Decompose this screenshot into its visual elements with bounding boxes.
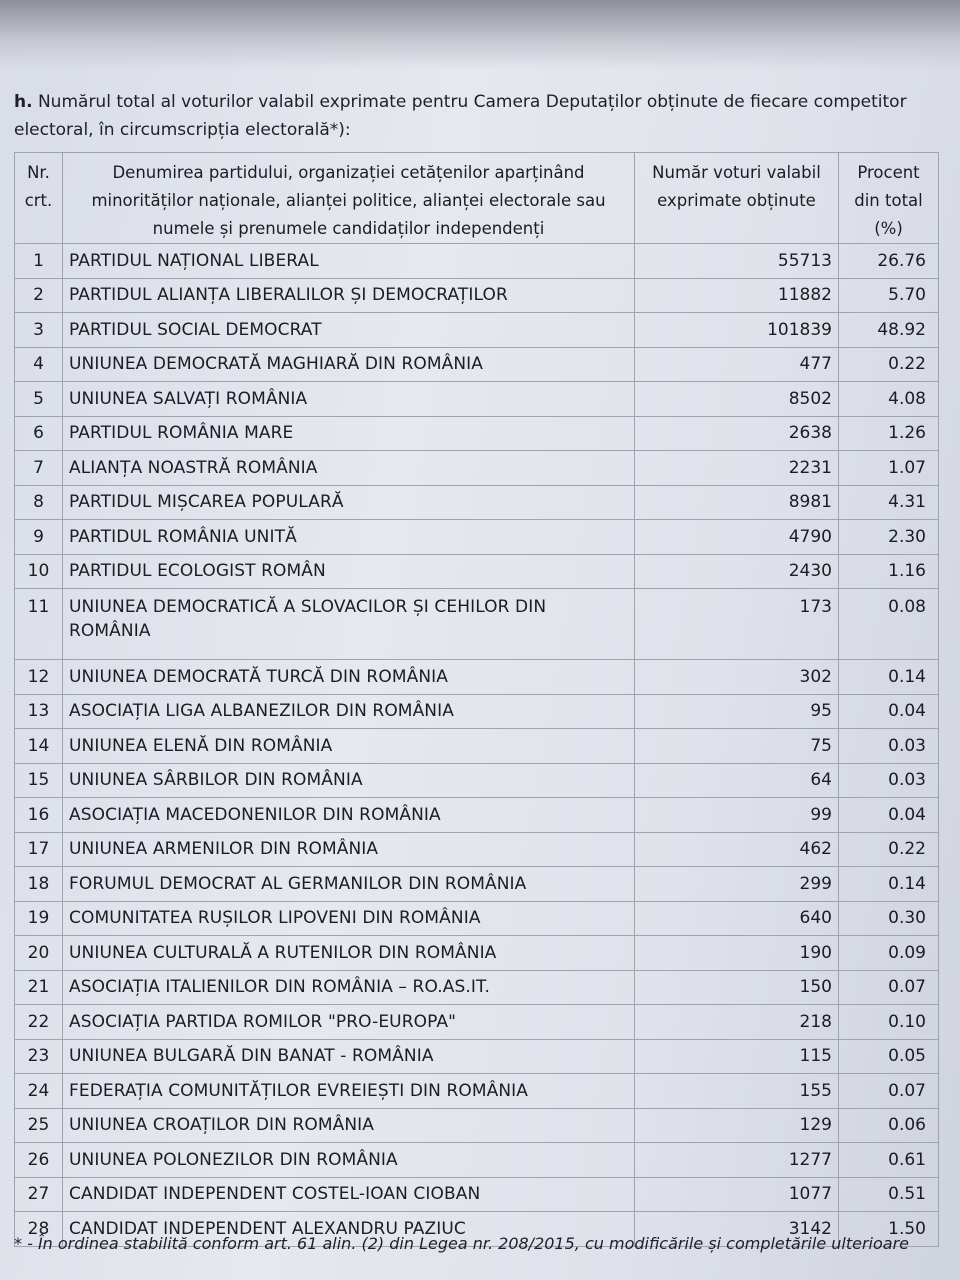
header-nr: Nr. crt. bbox=[15, 153, 63, 244]
table-row bbox=[15, 660, 939, 695]
row-number: 8 bbox=[15, 485, 63, 520]
competitor-name: PARTIDUL SOCIAL DEMOCRAT bbox=[63, 313, 635, 348]
competitor-name: UNIUNEA ELENĂ DIN ROMÂNIA bbox=[63, 729, 635, 764]
table-row bbox=[15, 244, 939, 279]
page-top-shadow bbox=[0, 0, 960, 70]
competitor-name: ASOCIAȚIA ITALIENILOR DIN ROMÂNIA – RO.AS.IT. bbox=[63, 970, 635, 1005]
votes-count: 640 bbox=[635, 901, 839, 936]
row-number: 12 bbox=[15, 660, 63, 695]
votes-count: 2638 bbox=[635, 416, 839, 451]
competitor-name: ASOCIAȚIA PARTIDA ROMILOR "PRO-EUROPA" bbox=[63, 1005, 635, 1040]
votes-count: 129 bbox=[635, 1108, 839, 1143]
votes-count: 173 bbox=[635, 589, 839, 660]
vote-percent: 0.08 bbox=[839, 589, 939, 660]
row-number: 26 bbox=[15, 1143, 63, 1178]
votes-count: 299 bbox=[635, 867, 839, 902]
table-row bbox=[15, 554, 939, 589]
votes-count: 55713 bbox=[635, 244, 839, 279]
votes-count: 190 bbox=[635, 936, 839, 971]
votes-count: 8502 bbox=[635, 382, 839, 417]
row-number: 22 bbox=[15, 1005, 63, 1040]
table-header-row bbox=[15, 153, 939, 244]
competitor-name: CANDIDAT INDEPENDENT ALEXANDRU PAZIUC bbox=[63, 1212, 635, 1247]
votes-count: 302 bbox=[635, 660, 839, 695]
vote-percent: 0.04 bbox=[839, 798, 939, 833]
votes-count: 75 bbox=[635, 729, 839, 764]
competitor-name: UNIUNEA ARMENILOR DIN ROMÂNIA bbox=[63, 832, 635, 867]
vote-percent: 4.08 bbox=[839, 382, 939, 417]
table-row bbox=[15, 1108, 939, 1143]
vote-percent: 0.03 bbox=[839, 729, 939, 764]
row-number: 28 bbox=[15, 1212, 63, 1247]
table-row bbox=[15, 382, 939, 417]
votes-count: 4790 bbox=[635, 520, 839, 555]
vote-percent: 0.22 bbox=[839, 347, 939, 382]
votes-count: 477 bbox=[635, 347, 839, 382]
vote-percent: 0.51 bbox=[839, 1177, 939, 1212]
vote-percent: 0.06 bbox=[839, 1108, 939, 1143]
vote-percent: 0.04 bbox=[839, 694, 939, 729]
table-row bbox=[15, 1074, 939, 1109]
competitor-name: ASOCIAȚIA MACEDONENILOR DIN ROMÂNIA bbox=[63, 798, 635, 833]
row-number: 13 bbox=[15, 694, 63, 729]
table-row bbox=[15, 970, 939, 1005]
votes-count: 11882 bbox=[635, 278, 839, 313]
votes-count: 1277 bbox=[635, 1143, 839, 1178]
votes-count: 3142 bbox=[635, 1212, 839, 1247]
competitor-name: UNIUNEA DEMOCRATĂ TURCĂ DIN ROMÂNIA bbox=[63, 660, 635, 695]
votes-count: 1077 bbox=[635, 1177, 839, 1212]
vote-percent: 0.22 bbox=[839, 832, 939, 867]
vote-percent: 0.30 bbox=[839, 901, 939, 936]
table-row bbox=[15, 416, 939, 451]
votes-count: 150 bbox=[635, 970, 839, 1005]
header-votes: Număr voturi valabil exprimate obținute bbox=[635, 153, 839, 244]
vote-percent: 1.50 bbox=[839, 1212, 939, 1247]
row-number: 5 bbox=[15, 382, 63, 417]
table-row bbox=[15, 1005, 939, 1040]
row-number: 4 bbox=[15, 347, 63, 382]
vote-percent: 1.16 bbox=[839, 554, 939, 589]
row-number: 3 bbox=[15, 313, 63, 348]
votes-count: 155 bbox=[635, 1074, 839, 1109]
vote-percent: 2.30 bbox=[839, 520, 939, 555]
competitor-name: PARTIDUL NAȚIONAL LIBERAL bbox=[63, 244, 635, 279]
row-number: 19 bbox=[15, 901, 63, 936]
votes-count: 101839 bbox=[635, 313, 839, 348]
competitor-name: PARTIDUL ECOLOGIST ROMÂN bbox=[63, 554, 635, 589]
competitor-name: PARTIDUL MIȘCAREA POPULARĂ bbox=[63, 485, 635, 520]
row-number: 6 bbox=[15, 416, 63, 451]
header-name: Denumirea partidului, organizației cetățenilor aparținând minorităților naționale, alianței politice, alianței electorale sau numele și prenumele candidaților independenți bbox=[63, 153, 635, 244]
vote-percent: 0.10 bbox=[839, 1005, 939, 1040]
row-number: 10 bbox=[15, 554, 63, 589]
votes-count: 462 bbox=[635, 832, 839, 867]
vote-percent: 0.05 bbox=[839, 1039, 939, 1074]
vote-percent: 48.92 bbox=[839, 313, 939, 348]
row-number: 21 bbox=[15, 970, 63, 1005]
row-number: 14 bbox=[15, 729, 63, 764]
vote-percent: 0.07 bbox=[839, 1074, 939, 1109]
section-heading bbox=[14, 88, 939, 144]
row-number: 17 bbox=[15, 832, 63, 867]
votes-count: 2231 bbox=[635, 451, 839, 486]
competitor-name: UNIUNEA DEMOCRATĂ MAGHIARĂ DIN ROMÂNIA bbox=[63, 347, 635, 382]
vote-percent: 4.31 bbox=[839, 485, 939, 520]
row-number: 24 bbox=[15, 1074, 63, 1109]
row-number: 2 bbox=[15, 278, 63, 313]
votes-count: 8981 bbox=[635, 485, 839, 520]
competitor-name: UNIUNEA SALVAȚI ROMÂNIA bbox=[63, 382, 635, 417]
section-letter: h. bbox=[14, 92, 33, 112]
votes-count: 2430 bbox=[635, 554, 839, 589]
vote-percent: 0.09 bbox=[839, 936, 939, 971]
footnote: * - În ordinea stabilită conform art. 61 alin. (2) din Legea nr. 208/2015, cu modificările și completările ulterioare bbox=[14, 1234, 909, 1253]
table-row bbox=[15, 485, 939, 520]
row-number: 16 bbox=[15, 798, 63, 833]
competitor-name: ASOCIAȚIA LIGA ALBANEZILOR DIN ROMÂNIA bbox=[63, 694, 635, 729]
vote-percent: 1.07 bbox=[839, 451, 939, 486]
table-row bbox=[15, 451, 939, 486]
row-number: 7 bbox=[15, 451, 63, 486]
competitor-name: UNIUNEA CROAȚILOR DIN ROMÂNIA bbox=[63, 1108, 635, 1143]
competitor-name: UNIUNEA DEMOCRATICĂ A SLOVACILOR ȘI CEHILOR DIN ROMÂNIA bbox=[63, 589, 635, 660]
competitor-name: ALIANȚA NOASTRĂ ROMÂNIA bbox=[63, 451, 635, 486]
table-row bbox=[15, 763, 939, 798]
table-row bbox=[15, 520, 939, 555]
competitor-name: COMUNITATEA RUȘILOR LIPOVENI DIN ROMÂNIA bbox=[63, 901, 635, 936]
table-row bbox=[15, 832, 939, 867]
vote-percent: 0.07 bbox=[839, 970, 939, 1005]
competitor-name: UNIUNEA BULGARĂ DIN BANAT - ROMÂNIA bbox=[63, 1039, 635, 1074]
competitor-name: UNIUNEA POLONEZILOR DIN ROMÂNIA bbox=[63, 1143, 635, 1178]
votes-count: 115 bbox=[635, 1039, 839, 1074]
competitor-name: PARTIDUL ROMÂNIA MARE bbox=[63, 416, 635, 451]
results-table bbox=[14, 152, 939, 1247]
row-number: 9 bbox=[15, 520, 63, 555]
table-row bbox=[15, 278, 939, 313]
table-row bbox=[15, 936, 939, 971]
votes-count: 95 bbox=[635, 694, 839, 729]
votes-count: 64 bbox=[635, 763, 839, 798]
header-percent: Procent din total (%) bbox=[839, 153, 939, 244]
competitor-name: PARTIDUL ALIANȚA LIBERALILOR ȘI DEMOCRAȚILOR bbox=[63, 278, 635, 313]
row-number: 23 bbox=[15, 1039, 63, 1074]
row-number: 18 bbox=[15, 867, 63, 902]
competitor-name: PARTIDUL ROMÂNIA UNITĂ bbox=[63, 520, 635, 555]
competitor-name: UNIUNEA SÂRBILOR DIN ROMÂNIA bbox=[63, 763, 635, 798]
votes-count: 99 bbox=[635, 798, 839, 833]
table-row bbox=[15, 901, 939, 936]
vote-percent: 0.61 bbox=[839, 1143, 939, 1178]
table-row bbox=[15, 694, 939, 729]
vote-percent: 1.26 bbox=[839, 416, 939, 451]
competitor-name: UNIUNEA CULTURALĂ A RUTENILOR DIN ROMÂNIA bbox=[63, 936, 635, 971]
row-number: 27 bbox=[15, 1177, 63, 1212]
vote-percent: 0.03 bbox=[839, 763, 939, 798]
table-row bbox=[15, 1039, 939, 1074]
table-row bbox=[15, 867, 939, 902]
vote-percent: 26.76 bbox=[839, 244, 939, 279]
row-number: 15 bbox=[15, 763, 63, 798]
table-row bbox=[15, 313, 939, 348]
row-number: 20 bbox=[15, 936, 63, 971]
competitor-name: FEDERAȚIA COMUNITĂȚILOR EVREIEȘTI DIN ROMÂNIA bbox=[63, 1074, 635, 1109]
row-number: 1 bbox=[15, 244, 63, 279]
section-heading-text: Numărul total al voturilor valabil exprimate pentru Camera Deputaților obținute de fiecare competitor electoral, în circumscripția electorală*): bbox=[14, 92, 907, 140]
table-row bbox=[15, 1177, 939, 1212]
competitor-name: FORUMUL DEMOCRAT AL GERMANILOR DIN ROMÂNIA bbox=[63, 867, 635, 902]
table-row bbox=[15, 347, 939, 382]
vote-percent: 0.14 bbox=[839, 867, 939, 902]
table-row bbox=[15, 798, 939, 833]
vote-percent: 5.70 bbox=[839, 278, 939, 313]
vote-percent: 0.14 bbox=[839, 660, 939, 695]
row-number: 11 bbox=[15, 589, 63, 660]
row-number: 25 bbox=[15, 1108, 63, 1143]
table-row bbox=[15, 1143, 939, 1178]
competitor-name: CANDIDAT INDEPENDENT COSTEL-IOAN CIOBAN bbox=[63, 1177, 635, 1212]
table-row bbox=[15, 729, 939, 764]
votes-count: 218 bbox=[635, 1005, 839, 1040]
table-row bbox=[15, 589, 939, 660]
